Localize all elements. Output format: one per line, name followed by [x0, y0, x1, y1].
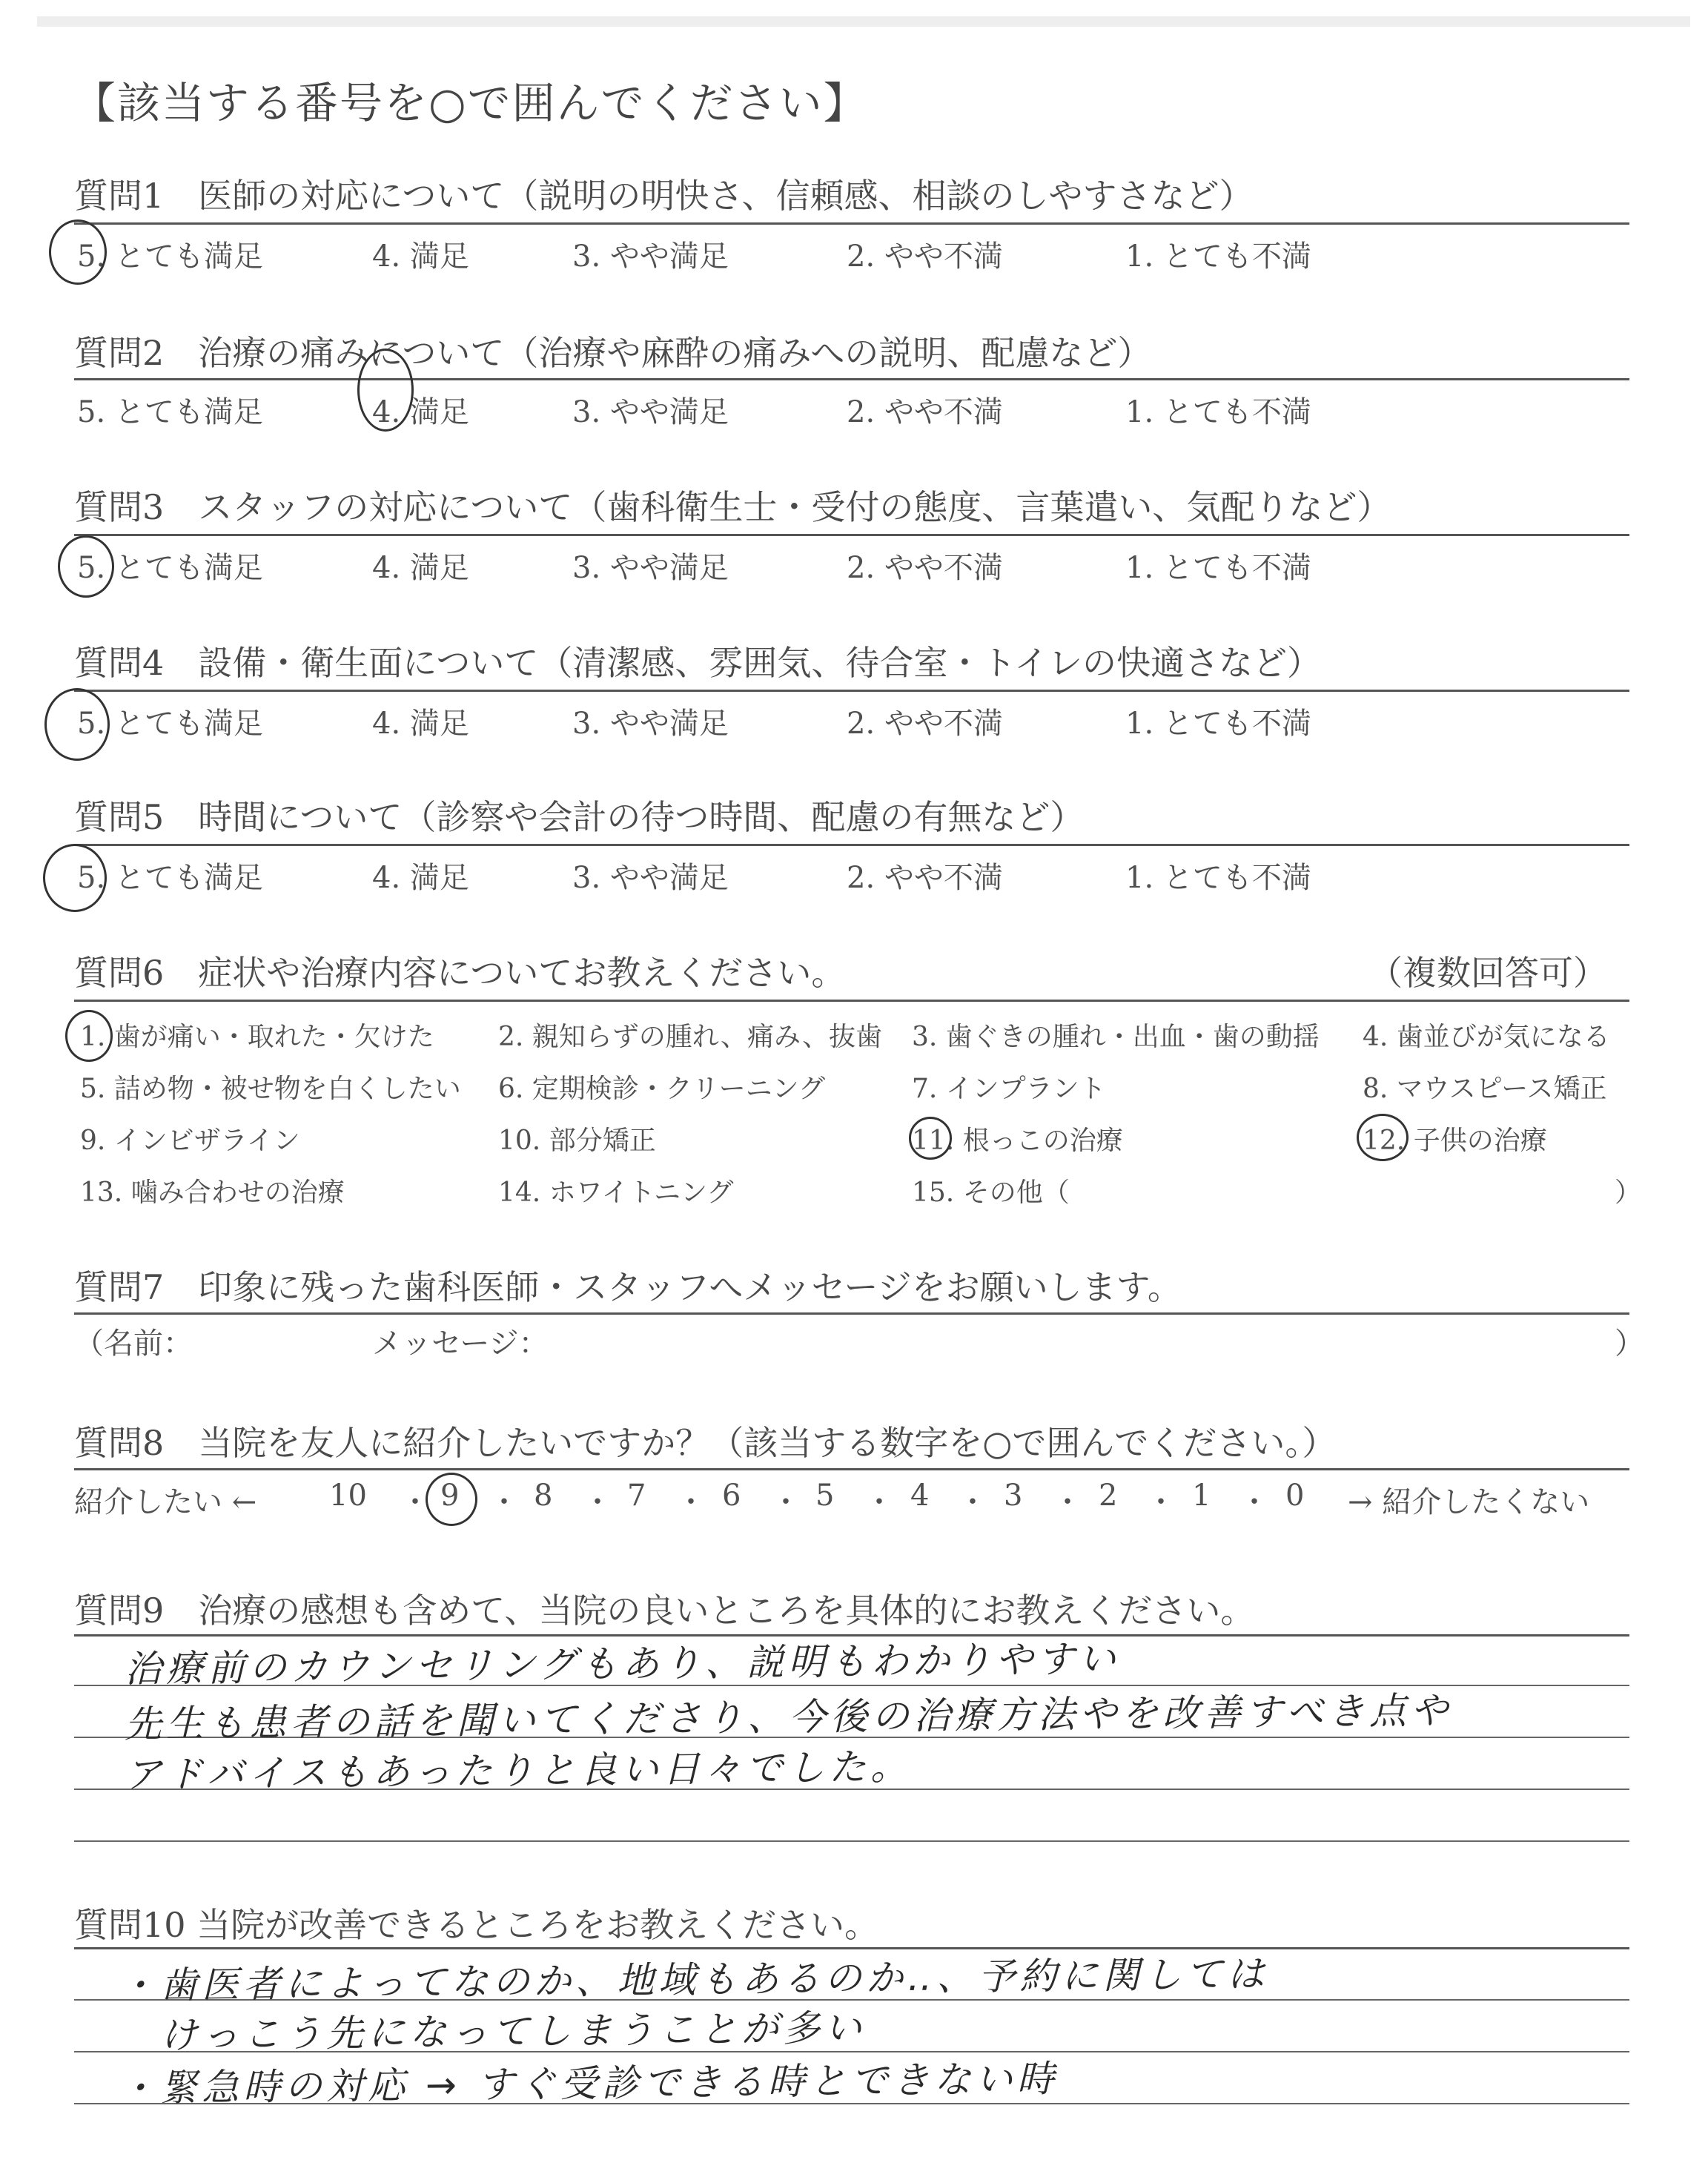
symptom-option[interactable]: 1. 歯が痛い・取れた・欠けた — [80, 1022, 434, 1052]
other-close-paren: ） — [1615, 1178, 1642, 1208]
option-1[interactable]: 1. とても不満 — [1125, 861, 1311, 895]
option-5[interactable]: 5. とても満足 — [77, 551, 263, 585]
divider — [74, 1468, 1629, 1470]
scale-7[interactable]: 7 — [627, 1479, 646, 1513]
option-5[interactable]: 5. とても満足 — [77, 395, 263, 429]
symptom-option[interactable]: 2. 親知らずの腫れ、痛み、抜歯 — [498, 1022, 883, 1052]
scale-2[interactable]: 2 — [1099, 1479, 1118, 1513]
symptom-option[interactable]: 13. 噛み合わせの治療 — [80, 1178, 345, 1208]
selection-circle — [43, 844, 107, 912]
recommend-right-label: → 紹介したくない — [1348, 1485, 1590, 1519]
symptom-option[interactable]: 11. 根っこの治療 — [912, 1126, 1123, 1156]
symptom-option[interactable]: 9. インビザライン — [80, 1126, 300, 1156]
option-1[interactable]: 1. とても不満 — [1125, 240, 1311, 274]
question-label: 質問4 設備・衛生面について（清潔感、雰囲気、待合室・トイレの快適さなど） — [74, 643, 1322, 683]
option-3[interactable]: 3. やや満足 — [572, 551, 729, 585]
divider — [74, 378, 1629, 380]
selection-circle — [65, 1010, 113, 1062]
option-4[interactable]: 4. 満足 — [372, 861, 469, 895]
selection-circle — [49, 219, 107, 285]
option-5[interactable]: 5. とても満足 — [77, 240, 263, 274]
symptom-option[interactable]: 4. 歯並びが気になる — [1363, 1022, 1610, 1052]
handwritten-answer-line: ・緊急時の対応 → すぐ受診できる時とできない時 — [118, 2057, 1059, 2110]
message-close-paren: ） — [1615, 1327, 1644, 1361]
option-2[interactable]: 2. やや不満 — [847, 707, 1003, 741]
scale-separator: ・ — [1053, 1485, 1082, 1519]
handwritten-answer-line: アドバイスもあったりと良い日々でした。 — [124, 1745, 913, 1797]
option-4[interactable]: 4. 満足 — [372, 551, 469, 585]
scale-5[interactable]: 5 — [815, 1479, 835, 1513]
scale-separator: ・ — [958, 1485, 987, 1519]
divider — [74, 222, 1629, 225]
scale-separator: ・ — [400, 1485, 430, 1519]
divider — [74, 1000, 1629, 1002]
page-title: 【該当する番号を○で囲んでください】 — [73, 78, 868, 128]
handwritten-answer-line: 治療前のカウンセリングもあり、説明もわかりやすい — [124, 1636, 1121, 1691]
option-4[interactable]: 4. 満足 — [372, 707, 469, 741]
question-label: 質問1 医師の対応について（説明の明快さ、信頼感、相談のしやすさなど） — [74, 176, 1254, 216]
question-label: 質問7 印象に残った歯科医師・スタッフへメッセージをお願いします。 — [74, 1267, 1182, 1307]
scale-separator: ・ — [676, 1485, 706, 1519]
question-label: 質問2 治療の痛みについて（治療や麻酔の痛みへの説明、配慮など） — [74, 333, 1152, 373]
recommend-left-label: 紹介したい ← — [74, 1485, 257, 1519]
scale-8[interactable]: 8 — [534, 1479, 553, 1513]
option-2[interactable]: 2. やや不満 — [847, 861, 1003, 895]
option-3[interactable]: 3. やや満足 — [572, 240, 729, 274]
scale-0[interactable]: 0 — [1285, 1479, 1305, 1513]
selection-circle — [426, 1473, 477, 1526]
scale-9[interactable]: 9 — [440, 1479, 460, 1513]
option-1[interactable]: 1. とても不満 — [1125, 551, 1311, 585]
writing-line — [74, 1840, 1629, 1842]
divider — [74, 844, 1629, 846]
scale-10[interactable]: 10 — [329, 1479, 367, 1513]
scale-separator: ・ — [1239, 1485, 1269, 1519]
handwritten-answer-line: ・歯医者によってなのか、地域もあるのか‥、予約に関しては — [118, 1952, 1269, 2008]
divider — [74, 690, 1629, 692]
divider — [74, 534, 1629, 536]
scale-separator: ・ — [771, 1485, 801, 1519]
option-3[interactable]: 3. やや満足 — [572, 395, 729, 429]
multiple-answers-note: （複数回答可） — [1368, 953, 1607, 993]
option-1[interactable]: 1. とても不満 — [1125, 395, 1311, 429]
divider — [74, 1312, 1629, 1315]
handwritten-answer-line: けっこう先になってしまうことが多い — [118, 2006, 867, 2058]
question-label: 質問3 スタッフの対応について（歯科衛生士・受付の態度、言葉遣い、気配りなど） — [74, 487, 1391, 527]
scale-separator: ・ — [583, 1485, 612, 1519]
scale-separator: ・ — [864, 1485, 894, 1519]
symptom-option[interactable]: 8. マウスピース矯正 — [1363, 1074, 1607, 1104]
question-label: 質問8 当院を友人に紹介したいですか？（該当する数字を○で囲んでください。） — [74, 1423, 1337, 1463]
selection-circle — [44, 688, 110, 761]
symptom-option[interactable]: 14. ホワイトニング — [498, 1178, 734, 1208]
option-4[interactable]: 4. 満足 — [372, 240, 469, 274]
message-label: メッセージ： — [372, 1327, 549, 1361]
option-1[interactable]: 1. とても不満 — [1125, 707, 1311, 741]
option-2[interactable]: 2. やや不満 — [847, 395, 1003, 429]
symptom-option[interactable]: 5. 詰め物・被せ物を白くしたい — [80, 1074, 461, 1104]
selection-circle — [909, 1117, 952, 1160]
handwritten-answer-line: 先生も患者の話を聞いてくださり、今後の治療方法やを改善すべき点や — [124, 1688, 1453, 1746]
option-3[interactable]: 3. やや満足 — [572, 861, 729, 895]
scale-3[interactable]: 3 — [1004, 1479, 1023, 1513]
question-label: 質問5 時間について（診察や会計の待つ時間、配慮の有無など） — [74, 797, 1085, 837]
selection-circle — [58, 535, 114, 598]
selection-circle — [357, 349, 414, 432]
option-4[interactable]: 4. 満足 — [372, 395, 469, 429]
option-2[interactable]: 2. やや不満 — [847, 240, 1003, 274]
symptom-option[interactable]: 12. 子供の治療 — [1363, 1126, 1547, 1156]
scale-separator: ・ — [1146, 1485, 1176, 1519]
symptom-option[interactable]: 3. 歯ぐきの腫れ・出血・歯の動揺 — [912, 1022, 1320, 1052]
symptom-option[interactable]: 7. インプラント — [912, 1074, 1106, 1104]
symptom-option-other[interactable]: 15. その他（ — [912, 1178, 1070, 1208]
scan-edge — [37, 16, 1690, 27]
option-5[interactable]: 5. とても満足 — [77, 861, 263, 895]
scale-6[interactable]: 6 — [722, 1479, 741, 1513]
option-5[interactable]: 5. とても満足 — [77, 707, 263, 741]
option-3[interactable]: 3. やや満足 — [572, 707, 729, 741]
scale-4[interactable]: 4 — [910, 1479, 930, 1513]
symptom-option[interactable]: 6. 定期検診・クリーニング — [498, 1074, 826, 1104]
name-label: （名前： — [74, 1327, 193, 1361]
scale-1[interactable]: 1 — [1192, 1479, 1211, 1513]
question-label: 質問9 治療の感想も含めて、当院の良いところを具体的にお教えください。 — [74, 1591, 1255, 1631]
scale-separator: ・ — [489, 1485, 519, 1519]
question-label: 質問6 症状や治療内容についてお教えください。 — [74, 953, 846, 993]
symptom-option[interactable]: 10. 部分矯正 — [498, 1126, 656, 1156]
option-2[interactable]: 2. やや不満 — [847, 551, 1003, 585]
selection-circle — [1357, 1114, 1409, 1161]
question-label: 質問10 当院が改善できるところをお教えください。 — [74, 1905, 879, 1945]
